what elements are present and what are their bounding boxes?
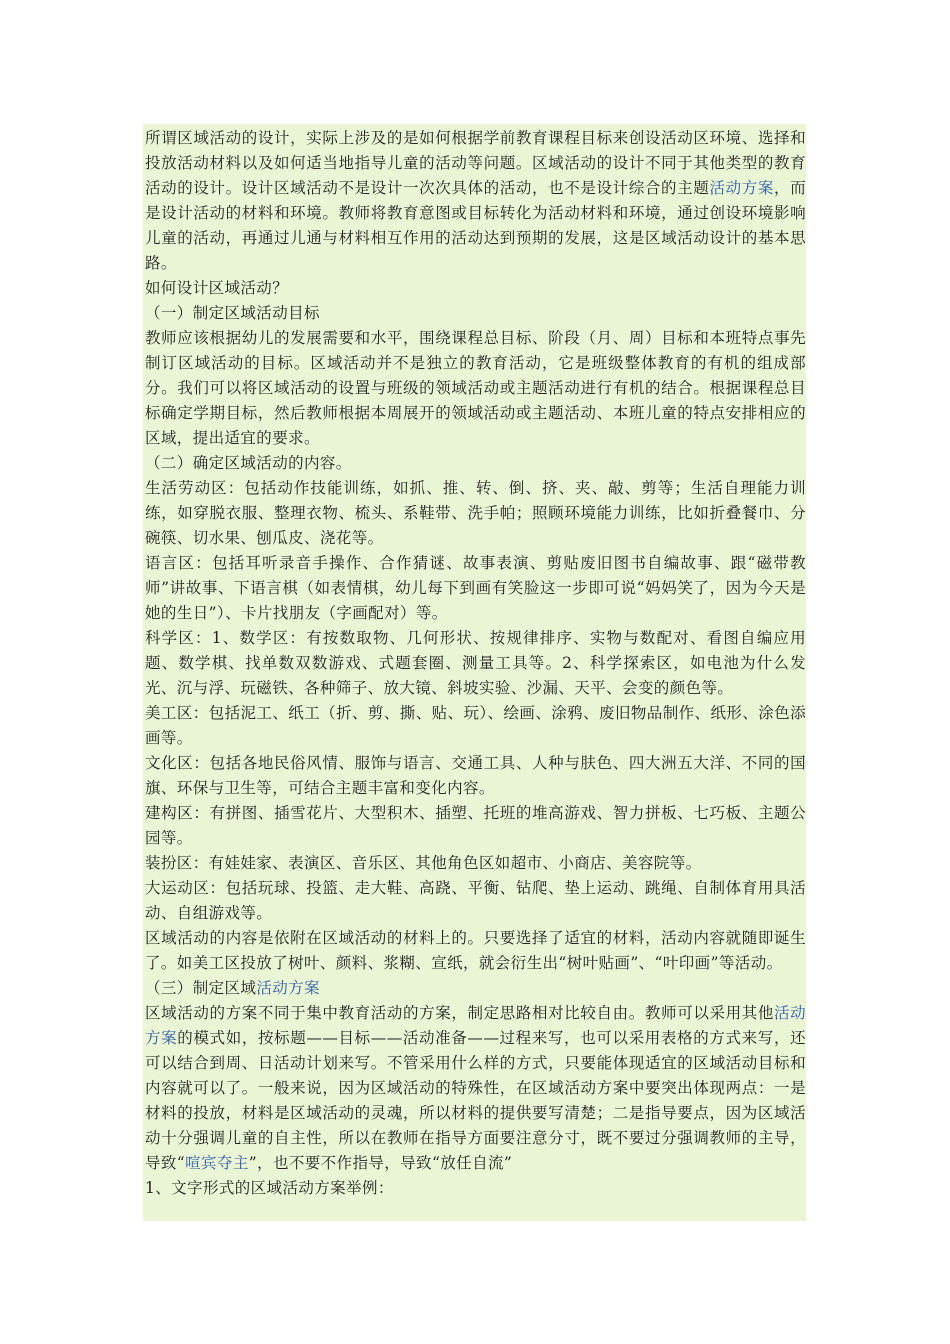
- zone-culture-paragraph: 文化区：包括各地民俗风情、服饰与语言、交通工具、人种与肤色、四大洲五大洋、不同的国旗、环保与卫生等，可结合主题丰富和变化内容。: [145, 754, 806, 797]
- example-heading: 1、文字形式的区域活动方案举例：: [145, 1179, 394, 1197]
- section-heading-goals: （一）制定区域活动目标: [145, 304, 320, 322]
- activity-plan-link[interactable]: 活动方案: [709, 179, 774, 197]
- idiom-link[interactable]: 喧宾夺主: [185, 1154, 249, 1172]
- section-heading-content: （二）确定区域活动的内容。: [145, 454, 352, 472]
- zone-sport-paragraph: 大运动区：包括玩球、投篮、走大鞋、高跷、平衡、钻爬、垫上运动、跳绳、自制体育用具活动、自组游戏等。: [145, 879, 806, 922]
- zone-build-paragraph: 建构区：有拼图、插雪花片、大型积木、插塑、托班的堆高游戏、智力拼板、七巧板、主题公园等。: [145, 804, 806, 847]
- heading-activity-plan-link[interactable]: 活动方案: [256, 979, 320, 997]
- zone-life-paragraph: 生活劳动区：包括动作技能训练，如抓、推、转、倒、挤、夹、敲、剪等；生活自理能力训练，如穿脱衣服、整理衣物、梳头、系鞋带、洗手帕；照顾环境能力训练，比如折叠餐巾、分碗筷、切水果、刨瓜皮、浇花等。: [145, 479, 806, 547]
- section-heading-plan: （三）制定区域活动方案: [145, 979, 320, 997]
- question-heading: 如何设计区域活动？: [145, 279, 289, 297]
- plan-activity-plan-link[interactable]: 活动方案: [145, 1004, 806, 1047]
- zone-science-paragraph: 科学区：1、数学区：有按数取物、几何形状、按规律排序、实物与数配对、看图自编应用题、数学棋、找单数双数游戏、式题套圈、测量工具等。2、科学探索区，如电池为什么发光、沉与浮、玩磁铁、各种筛子、放大镜、斜坡实验、沙漏、天平、会变的颜色等。: [145, 629, 806, 697]
- zone-art-paragraph: 美工区：包括泥工、纸工（折、剪、撕、贴、玩）、绘画、涂鸦、废旧物品制作、纸形、涂色添画等。: [145, 704, 806, 747]
- zone-language-paragraph: 语言区：包括耳听录音手操作、合作猜谜、故事表演、剪贴废旧图书自编故事、跟“磁带教师”讲故事、下语言棋（如表情棋，幼儿每下到画有笑脸这一步即可说“妈妈笑了，因为今天是她的生日”）、卡片找朋友（字画配对）等。: [145, 554, 806, 622]
- goals-paragraph: 教师应该根据幼儿的发展需要和水平，围绕课程总目标、阶段（月、周）目标和本班特点事先制订区域活动的目标。区域活动并不是独立的教育活动，它是班级整体教育的有机的组成部分。我们可以将区域活动的设置与班级的领域活动或主题活动进行有机的结合。根据课程总目标确定学期目标，然后教师根据本周展开的领域活动或主题活动、本班儿童的特点安排相应的区域，提出适宜的要求。: [145, 329, 806, 447]
- intro-paragraph: 所谓区域活动的设计，实际上涉及的是如何根据学前教育课程目标来创设活动区环境、选择和投放活动材料以及如何适当地指导儿童的活动等问题。区域活动的设计不同于其他类型的教育活动的设计。设计区域活动不是设计一次次具体的活动，也不是设计综合的主题活动方案，而是设计活动的材料和环境。教师将教育意图或目标转化为活动材料和环境，通过创设环境影响儿童的活动，再通过儿通与材料相互作用的活动达到预期的发展，这是区域活动设计的基本思路。: [145, 129, 806, 272]
- plan-paragraph: 区域活动的方案不同于集中教育活动的方案，制定思路相对比较自由。教师可以采用其他活动方案的模式如，按标题——目标——活动准备——过程来写，也可以采用表格的方式来写，还可以结合到周、日活动计划来写。不管采用什么样的方式，只要能体现适宜的区域活动目标和内容就可以了。一般来说，因为区域活动的特殊性，在区域活动方案中要突出体现两点：一是材料的投放，材料是区域活动的灵魂，所以材料的提供要写清楚；二是指导要点，因为区域活动十分强调儿童的自主性，所以在教师在指导方面要注意分寸，既不要过分强调教师的主导，导致“喧宾夺主”，也不要不作指导，导致“放任自流”: [145, 1004, 806, 1172]
- article-body: [143, 124, 806, 1221]
- zone-dress-paragraph: 装扮区：有娃娃家、表演区、音乐区、其他角色区如超市、小商店、美容院等。: [145, 854, 702, 872]
- materials-paragraph: 区域活动的内容是依附在区域活动的材料上的。只要选择了适宜的材料，活动内容就随即诞生了。如美工区投放了树叶、颜料、浆糊、宣纸，就会衍生出“树叶贴画”、“叶印画”等活动。: [145, 929, 806, 972]
